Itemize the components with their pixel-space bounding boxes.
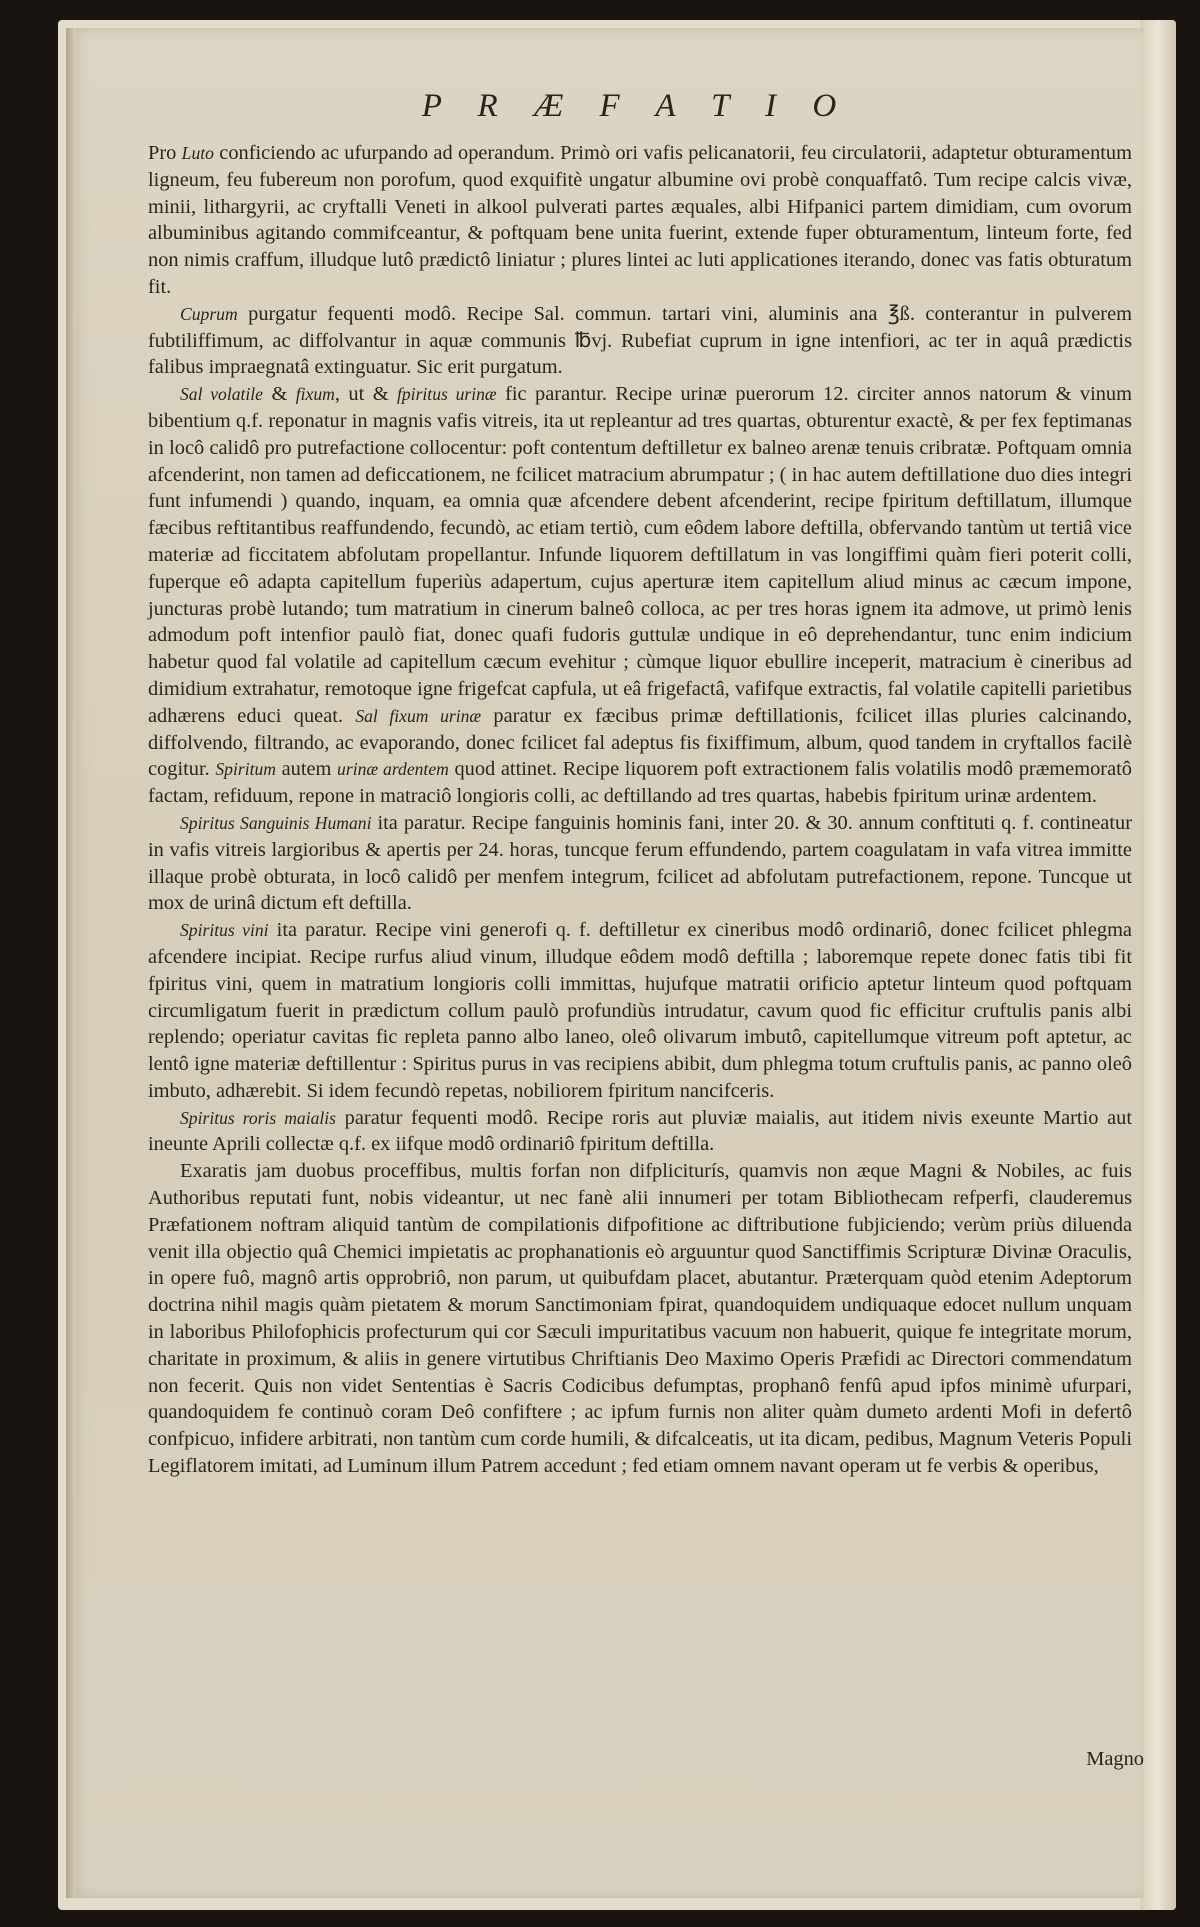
paragraph bbox=[148, 917, 1132, 1105]
text-run: fic parantur. Recipe urinæ puerorum 12. circiter annos natorum & vinum bibentium q.f. reponatur in magnis vafis vitreis, ita ut repleantur ad tres quartas, obturentur exactè, & per fex feptimanas in locô calidô pro putrefactione collocentur: poft contentum deftilletur ex balneo arenæ tenuis cribratæ. Poftquam omnia afcenderint, non tamen ad deficcationem, ne fcilicet matracium abrumpatur ; ( in hac autem deftillatione duo dies integri funt infumendi ) quando, inquam, ea omnia quæ afcendere debent afcenderint, recipe fpiritum deftillatum, illumque fæcibus reftitantibus reaffundendo, fecundò, ac etiam tertiò, cum eôdem labore deftilla, obfervando tantùm ut tertiâ vice materiæ ad ficcitatem abfolutam propellantur. Infunde liquorem deftillatum in vas longiffimi quàm fieri poterit colli, fuperque eô adapta capitellum fuperiùs adapertum, cujus aperturæ item capitellum aliud minus ac cæcum impone, juncturas probè lutando; tum matratium in cinerum balneô colloca, ac per tres horas ignem ita admove, ut primò lenis admodum poft intenfior paulò fiat, donec quafi fudoris guttulæ undique in eô deprehendantur, tunc enim indicium habetur quod fal volatile ad capitellum cæcum evehitur ; cùmque liquor ebullire inceperit, matracium è cineribus ad dimidium extrahatur, remotoque igne frigefcat capfula, ut eâ frigefactâ, vafifque extractis, fal volatile capitelli parietibus adhærens educi queat. bbox=[148, 383, 1132, 727]
paragraph bbox=[148, 301, 1132, 381]
italic-run: Spiritus roris maialis bbox=[180, 1107, 337, 1128]
paragraph bbox=[148, 1158, 1132, 1480]
catchword: Magno bbox=[1086, 1748, 1144, 1770]
body-text bbox=[148, 140, 1132, 1480]
italic-run: Spiritus Sanguinis Humani bbox=[180, 812, 372, 833]
page-heading: P R Æ F A T I O bbox=[421, 88, 851, 124]
text-run: purgatur fequenti modô. Recipe Sal. commun. tartari vini, aluminis ana ℥ß. conterantur in pulverem fubtiliffimum, ac diffolvantur in aquæ communis ℔vj. Rubefiat cuprum in igne intenfiori, ac ter in aquâ prædictis falibus impraegnatâ extinguatur. Sic erit purgatum. bbox=[148, 302, 1132, 379]
text-run: & bbox=[263, 383, 296, 406]
italic-run: Luto bbox=[181, 143, 214, 163]
italic-run: Sal fixum urinæ bbox=[355, 705, 482, 726]
paragraph bbox=[148, 140, 1132, 301]
text-run: autem bbox=[275, 758, 338, 781]
italic-run: fpiritus urinæ bbox=[397, 384, 497, 405]
text-run: paratur ex fæcibus primæ deftillationis, fcilicet illas pluries calcinando, diffolvendo, filtrando, ac evaporando, donec fcilicet fal adeptus fis fixiffimum, album, quod tandem in cryftallos facilè cogitur. bbox=[148, 704, 1132, 781]
paragraph bbox=[148, 1105, 1132, 1159]
paragraph bbox=[148, 810, 1132, 917]
italic-run: Sal volatile bbox=[180, 384, 263, 405]
text-run: ita paratur. Recipe vini generofi q. f. deftilletur ex cineribus modô ordinariô, donec fcilicet phlegma afcendere incipiat. Recipe rurfus aliud vinum, illudque eôdem modô deftilla ; laboremque repete donec fatis tibi fit fpiritus vini, quem in matratium longioris colli immittas, hujufque matratii orificio aptetur linteum quod poftquam circumligatum fuerit in prædictum collum paulò profundiùs intrudatur, cavum quod fic efficitur cruftulis panis albi replendo; operiatur cavitas fic repleta panno albo laneo, oleô olivarum imbutô, capitellumque vitreum poft aptetur, ac lentô igne materiæ deftillentur : Spiritus purus in vas recipiens abibit, dum phlegma totum cruftulis panis, ac panno oleô imbuto, adhærebit. Si idem fecundò repetas, nobiliorem fpiritum nancifceris. bbox=[148, 919, 1132, 1102]
page-gutter bbox=[66, 28, 76, 1898]
page-edges bbox=[1140, 20, 1176, 1910]
text-run: quod attinet. Recipe liquorem poft extractionem falis volatilis modô præmemoratô factam, refiduum, repone in matraciô longioris colli, ac deftillando ad tres quartas, habebis fpiritum urinæ ardentem. bbox=[148, 758, 1132, 808]
text-run: Exaratis jam duobus proceffibus, multis forfan non difpliciturís, quamvis non æque Magni & Nobiles, ac fuis Authoribus reputati funt, nobis videantur, ut nec fanè alii innumeri per totam Bibliothecam refperfi, clauderemus Præfationem noftram aliquid tantùm de compilationis difpofitione ac diftributione fubjiciendo; verùm priùs diluenda venit illa objectio quâ Chemici impietatis ac prophanationis eò arguuntur quod Sanctiffimis Scripturæ Divinæ Oraculis, in opere fuô, magnô artis opprobriô, non parum, ut quibufdam placet, abutantur. Præterquam quòd etenim Adeptorum doctrina nihil magis quàm pietatem & morum Sanctimoniam fpirat, quandoquidem undiquaque edocet nullum unquam in laboribus Philofophicis profecturum qui cor Sæculi impuritatibus vacuum non habuerit, quique fe integritate morum, charitate in proximum, & aliis in genere virtutibus Chriftianis Deo Maximo Operis Præfidi ac Directori commendatum non fecerit. Quis non videt Sententias è Sacris Codicibus defumptas, prophanô fenfû apud ipfos minimè ufurpari, quandoquidem fe continuò coram Deô confiftere ; ac ipfum furnis non aliter quàm dumeto ardenti Mofi in defertô confpicuo, infidere arbitrati, non tantùm cum corde humili, & difcalceatis, ut ita dicam, pedibus, Magnum Veteris Populi Legiflatorem imitati, ad Luminum illum Patrem accedunt ; fed etiam omnem navant operam ut fe verbis & operibus, bbox=[148, 1160, 1132, 1478]
text-run: ita paratur. Recipe fanguinis hominis fani, inter 20. & 30. annum conftituti q. f. contineatur in vafis vitreis largioribus & apertis per 24. horas, tuncque ferum effundendo, partem coagulatam in vafa vitrea immitte illaque probè obturata, in locô calidô per menfem integrum, fcilicet ad abfolutam putrefactionem, repone. Tuncque ut mox de urinâ dictum eft deftilla. bbox=[148, 811, 1133, 915]
text-run: paratur fequenti modô. Recipe roris aut pluviæ maialis, aut itidem nivis exeunte Martio aut ineunte Aprili collectæ q.f. ex iifque modô ordinariô fpiritum deftilla. bbox=[148, 1106, 1132, 1156]
text-run: conficiendo ac ufurpando ad operandum. Primò ori vafis pelicanatorii, feu circulatorii, adaptetur obturamentum ligneum, feu fubereum non porofum, quod exquifitè ungatur albumine ovi probè conquaffatô. Tum recipe calcis vivæ, minii, lithargyrii, ac cryftalli Veneti in alkool pulverati partes æquales, albi Hifpanici partem dimidiam, cum ovorum albuminibus agitando commifceantur, & poftquam bene unita fuerint, extende fuper obturamentum, linteum forte, fed non nimis craffum, illudque lutô prædictô liniatur ; plures lintei ac luti applicationes iterando, donec vas fatis obturatum fit. bbox=[148, 142, 1132, 298]
italic-run: fixum bbox=[295, 384, 335, 405]
italic-run: Cuprum bbox=[180, 303, 238, 324]
italic-run: Spiritus vini bbox=[180, 920, 269, 941]
text-run: Pro bbox=[148, 142, 182, 164]
italic-run: Spiritum bbox=[215, 759, 276, 780]
italic-run: urinæ ardentem bbox=[337, 759, 449, 780]
paragraph bbox=[148, 381, 1132, 810]
text-run: , ut & bbox=[334, 383, 397, 406]
